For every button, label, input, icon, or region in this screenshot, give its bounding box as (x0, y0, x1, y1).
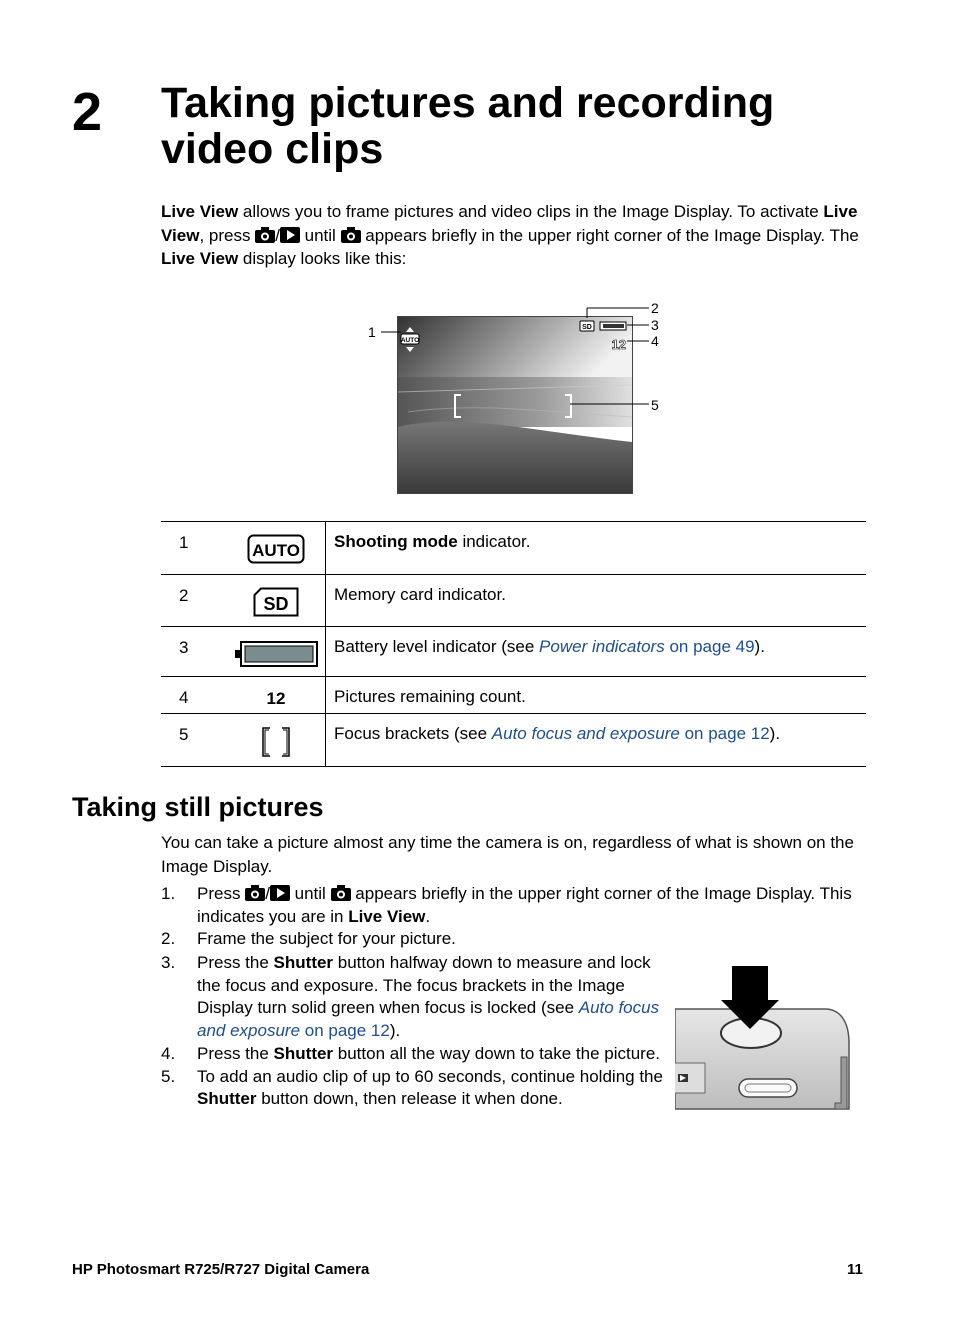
sd-card-icon (253, 587, 299, 617)
table-row: 5 Focus brackets (see Auto focus and exposure on page 12). (161, 714, 866, 767)
row-number: 2 (161, 575, 227, 627)
row-number: 3 (161, 627, 227, 677)
list-item: 2. Frame the subject for your picture. (161, 929, 456, 949)
table-row: 3 Battery level indicator (see Power indicators on page 49). (161, 627, 866, 677)
power-indicators-link[interactable]: Power indicators on page 49 (539, 637, 755, 656)
callout-3: 3 (651, 317, 659, 333)
chapter-title: Taking pictures and recording video clips (161, 79, 775, 173)
row-description: indicator. (457, 532, 531, 551)
playback-icon (280, 227, 300, 243)
callout-2: 2 (651, 300, 659, 316)
callout-lines (365, 298, 665, 498)
auto-mode-icon (247, 534, 305, 564)
list-item: 5. To add an audio clip of up to 60 seconds, continue holding the Shutter button down, then release it when done. (161, 1066, 663, 1109)
live-view-term: Live View (161, 202, 239, 221)
intro-paragraph (161, 200, 871, 271)
auto-focus-link[interactable]: Auto focus and exposure on page 12 (197, 998, 660, 1041)
svg-text:SD: SD (263, 594, 289, 614)
row-description: Memory card indicator. (326, 575, 867, 627)
row-description: Battery level indicator (see (334, 637, 540, 656)
svg-text:SD: SD (582, 324, 592, 331)
intro-text: , press (199, 225, 256, 245)
intro-text: until (299, 225, 341, 245)
intro-text: allows you to frame pictures and video clips in the Image Display. To activate (238, 202, 824, 221)
term-bold: Shooting mode (334, 532, 458, 551)
row-description: Pictures remaining count. (326, 677, 867, 714)
steps-list-continued (161, 952, 666, 1111)
auto-focus-link[interactable]: Auto focus and exposure on page 12 (491, 724, 770, 743)
focus-brackets-icon (260, 726, 292, 758)
svg-text:12: 12 (611, 337, 626, 352)
slash-separator: / (275, 225, 280, 245)
live-view-term: Live View (161, 249, 239, 268)
live-view-figure (365, 298, 665, 498)
list-item: 4. Press the Shutter button all the way down to take the picture. (161, 1043, 661, 1063)
section-heading: Taking still pictures (72, 792, 324, 822)
chapter-number: 2 (72, 82, 103, 142)
camera-icon (245, 885, 265, 901)
table-row (161, 677, 866, 714)
list-item: 1. Press / until appears briefly in the upper right corner of the Image Display. This indicates you are in Live View. (161, 884, 852, 926)
page-number: 11 (847, 1261, 863, 1278)
row-number: 5 (161, 714, 227, 767)
battery-icon (234, 639, 318, 669)
section-intro: You can take a picture almost any time the camera is on, regardless of what is shown on the Image Display. (161, 833, 854, 876)
camera-icon (255, 227, 275, 243)
intro-text: display looks like this: (238, 249, 407, 268)
footer-title: HP Photosmart R725/R727 Digital Camera (72, 1261, 370, 1278)
list-item: 3. Press the Shutter button halfway down to measure and lock the focus and exposure. The focus brackets in the Image Display turn solid green when focus is locked (see Auto focus and exposure on page 12). (161, 953, 660, 1041)
intro-text: appears briefly in the upper right corner of the Image Display. The (360, 225, 859, 245)
svg-text:AUTO: AUTO (252, 541, 300, 560)
camera-icon (331, 885, 351, 901)
row-number: 1 (161, 522, 227, 575)
callout-4: 4 (651, 333, 659, 349)
indicator-table (161, 521, 866, 767)
callout-5: 5 (651, 397, 659, 413)
row-description: Focus brackets (see (334, 724, 492, 743)
playback-icon (270, 885, 290, 901)
pictures-count-icon: 12 (227, 677, 326, 714)
table-row (161, 522, 866, 575)
live-view-term: Live View (161, 202, 858, 245)
camera-icon (341, 227, 361, 243)
table-row (161, 575, 866, 627)
svg-text:AUTO: AUTO (400, 337, 420, 344)
callout-1: 1 (368, 324, 376, 340)
row-number: 4 (161, 677, 227, 714)
shutter-button-illustration (675, 963, 853, 1123)
steps-list (161, 883, 871, 951)
